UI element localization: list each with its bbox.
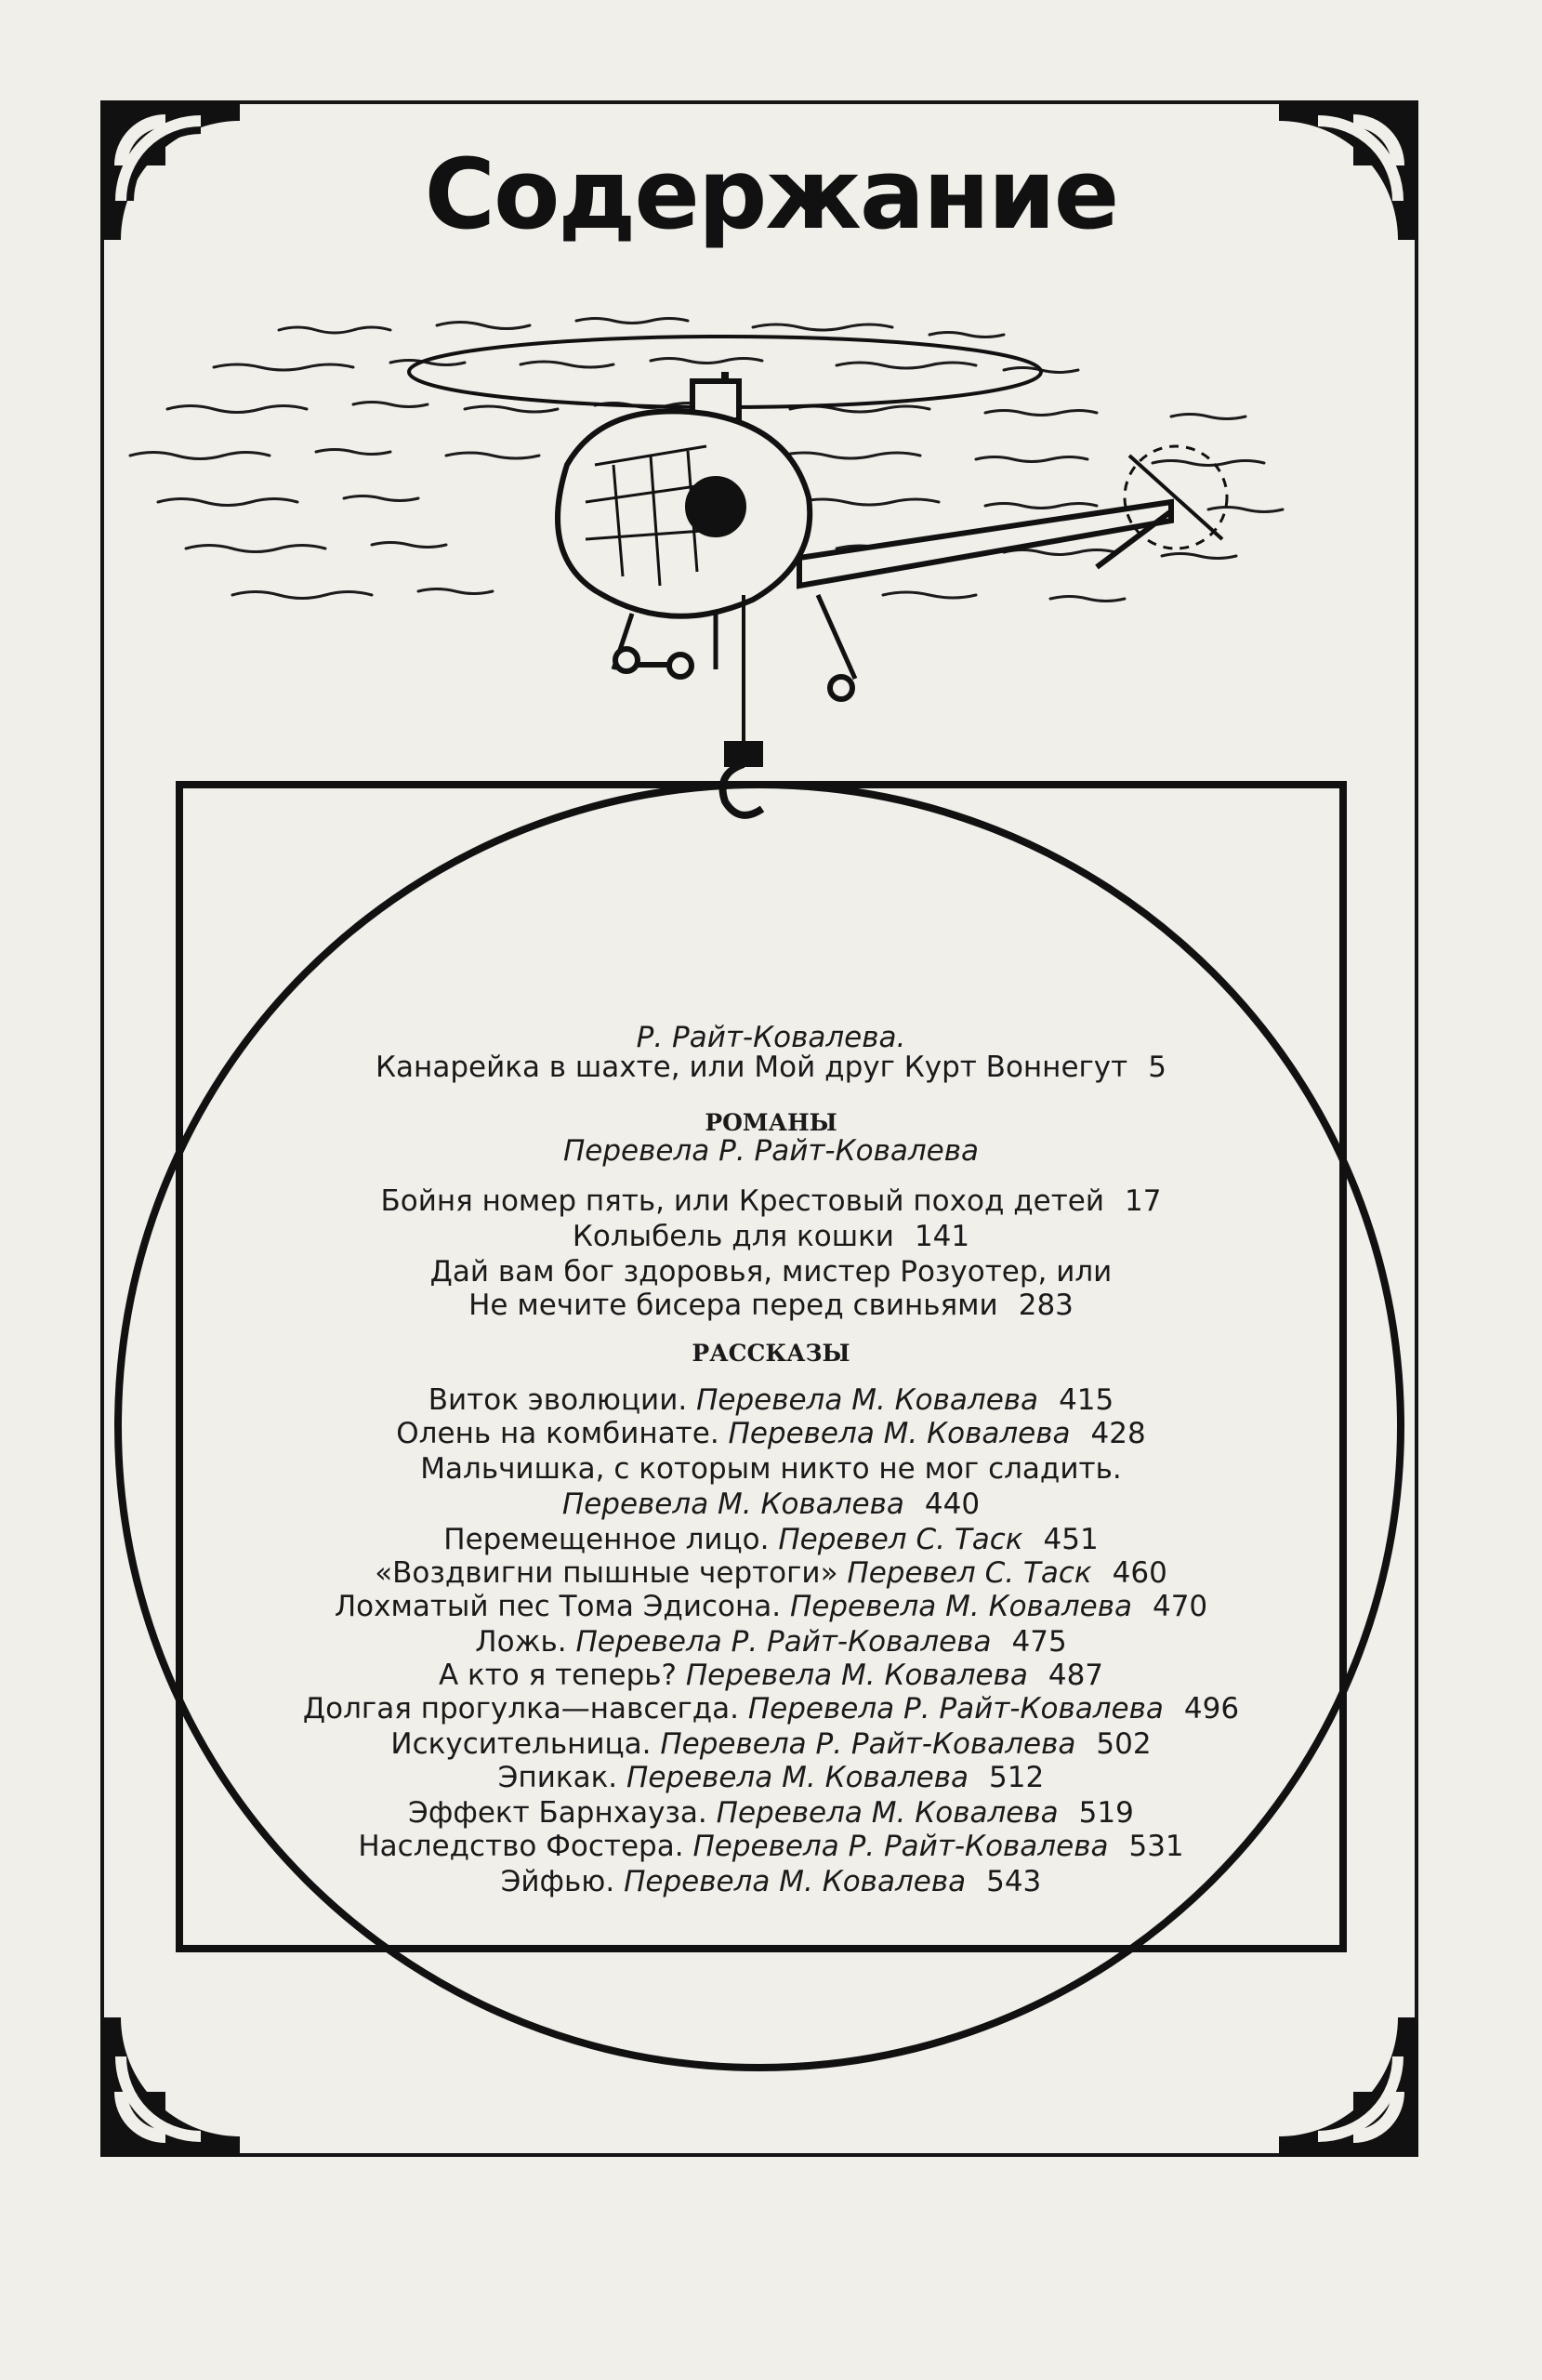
toc-work: Дай вам бог здоровья, мистер Розуотер, или — [429, 1255, 1113, 1289]
toc-page: 519 — [1078, 1796, 1134, 1830]
toc-page: 17 — [1125, 1184, 1162, 1218]
toc-translator: Перевела М. Ковалева — [626, 1761, 969, 1794]
toc-entry — [0, 1554, 1542, 1592]
toc-translator: Перевела М. Ковалева — [789, 1590, 1132, 1623]
toc-translator: Перевела М. Ковалева — [728, 1417, 1071, 1450]
toc-work: Перемещенное лицо. — [443, 1523, 770, 1556]
toc-work: Не мечите бисера перед свиньями — [468, 1289, 998, 1322]
toc-entry — [0, 1759, 1542, 1796]
toc-translator: Перевел С. Таск — [778, 1523, 1023, 1556]
toc-work: Виток эволюции. — [428, 1383, 688, 1417]
toc-page: 283 — [1018, 1289, 1074, 1322]
toc-work: Искусительница. — [390, 1727, 652, 1761]
toc-page: 475 — [1011, 1625, 1067, 1659]
toc-page: 440 — [924, 1488, 981, 1521]
section-translator — [0, 1132, 1542, 1170]
toc-work: Наследство Фостера. — [358, 1830, 684, 1863]
toc-entry — [0, 1726, 1542, 1763]
toc-page: 141 — [914, 1220, 970, 1253]
toc-entry — [0, 1486, 1542, 1523]
toc-translator: Перевела М. Ковалева — [624, 1865, 967, 1898]
toc-page: 496 — [1183, 1692, 1240, 1726]
toc-work: Мальчишка, с которым никто не мог сладить. — [420, 1452, 1122, 1486]
toc-translator: Перевела Р. Райт-Ковалева — [692, 1830, 1109, 1863]
toc-page: 415 — [1059, 1383, 1114, 1417]
toc-page: 451 — [1043, 1523, 1099, 1556]
toc-translator: Перевела М. Ковалева — [561, 1488, 904, 1521]
toc-entry — [0, 1450, 1542, 1488]
toc-work: Бойня номер пять, или Крестовый поход детей — [380, 1184, 1105, 1218]
section-heading: РАССКАЗЫ — [692, 1340, 850, 1367]
toc-page: 487 — [1048, 1659, 1104, 1692]
toc-translator: Перевела М. Ковалева — [716, 1796, 1059, 1830]
toc-translator: Перевела Р. Райт-Ковалева — [660, 1727, 1076, 1761]
toc-entry — [0, 1623, 1542, 1660]
toc-work: Долгая прогулка—навсегда. — [302, 1692, 740, 1726]
toc-work: Ложь. — [475, 1625, 567, 1659]
toc-entry — [0, 1690, 1542, 1727]
toc-entry — [0, 1049, 1542, 1086]
toc-page: 531 — [1128, 1830, 1184, 1863]
toc-translator: Перевел С. Таск — [847, 1556, 1092, 1590]
toc-entry — [0, 1287, 1542, 1324]
toc-entry — [0, 1253, 1542, 1290]
toc-translator: Перевела Р. Райт-Ковалева — [747, 1692, 1164, 1726]
toc-work: Колыбель для кошки — [572, 1220, 894, 1253]
toc-page: 502 — [1096, 1727, 1152, 1761]
toc-translator: Перевела Р. Райт-Ковалева — [562, 1134, 980, 1168]
toc-page: 512 — [989, 1761, 1045, 1794]
toc-entry — [0, 1183, 1542, 1220]
toc-entry — [0, 1415, 1542, 1452]
toc-work: «Воздвигни пышные чертоги» — [375, 1556, 838, 1590]
section-heading: РОМАНЫ — [705, 1109, 837, 1136]
toc-entry — [0, 1863, 1542, 1900]
toc-page: 460 — [1112, 1556, 1167, 1590]
toc-translator: Перевела Р. Райт-Ковалева — [575, 1625, 992, 1659]
toc-entry — [0, 1218, 1542, 1255]
toc-work: Олень на комбинате. — [396, 1417, 719, 1450]
toc-entry — [0, 1382, 1542, 1419]
toc-page: 543 — [986, 1865, 1042, 1898]
toc-author: Р. Райт-Ковалева. — [636, 1021, 906, 1054]
toc-work: Канарейка в шахте, или Мой друг Курт Воннегут — [376, 1051, 1128, 1084]
toc-entry — [0, 1828, 1542, 1865]
toc-page: 428 — [1090, 1417, 1146, 1450]
toc-work: Лохматый пес Тома Эдисона. — [334, 1590, 782, 1623]
toc-entry — [0, 1794, 1542, 1831]
toc-translator: Перевела М. Ковалева — [696, 1383, 1039, 1417]
toc-page: 470 — [1152, 1590, 1208, 1623]
toc-work: А кто я теперь? — [438, 1659, 677, 1692]
toc-work: Эпикак. — [497, 1761, 618, 1794]
toc-entry — [0, 1588, 1542, 1625]
toc-entry — [0, 1657, 1542, 1694]
toc-entry — [0, 1521, 1542, 1558]
toc-work: Эффект Барнхауза. — [408, 1796, 707, 1830]
toc-work: Эйфью. — [500, 1865, 615, 1898]
page-title: Содержание — [424, 138, 1118, 251]
toc-translator: Перевела М. Ковалева — [685, 1659, 1028, 1692]
toc-page: 5 — [1148, 1051, 1166, 1084]
